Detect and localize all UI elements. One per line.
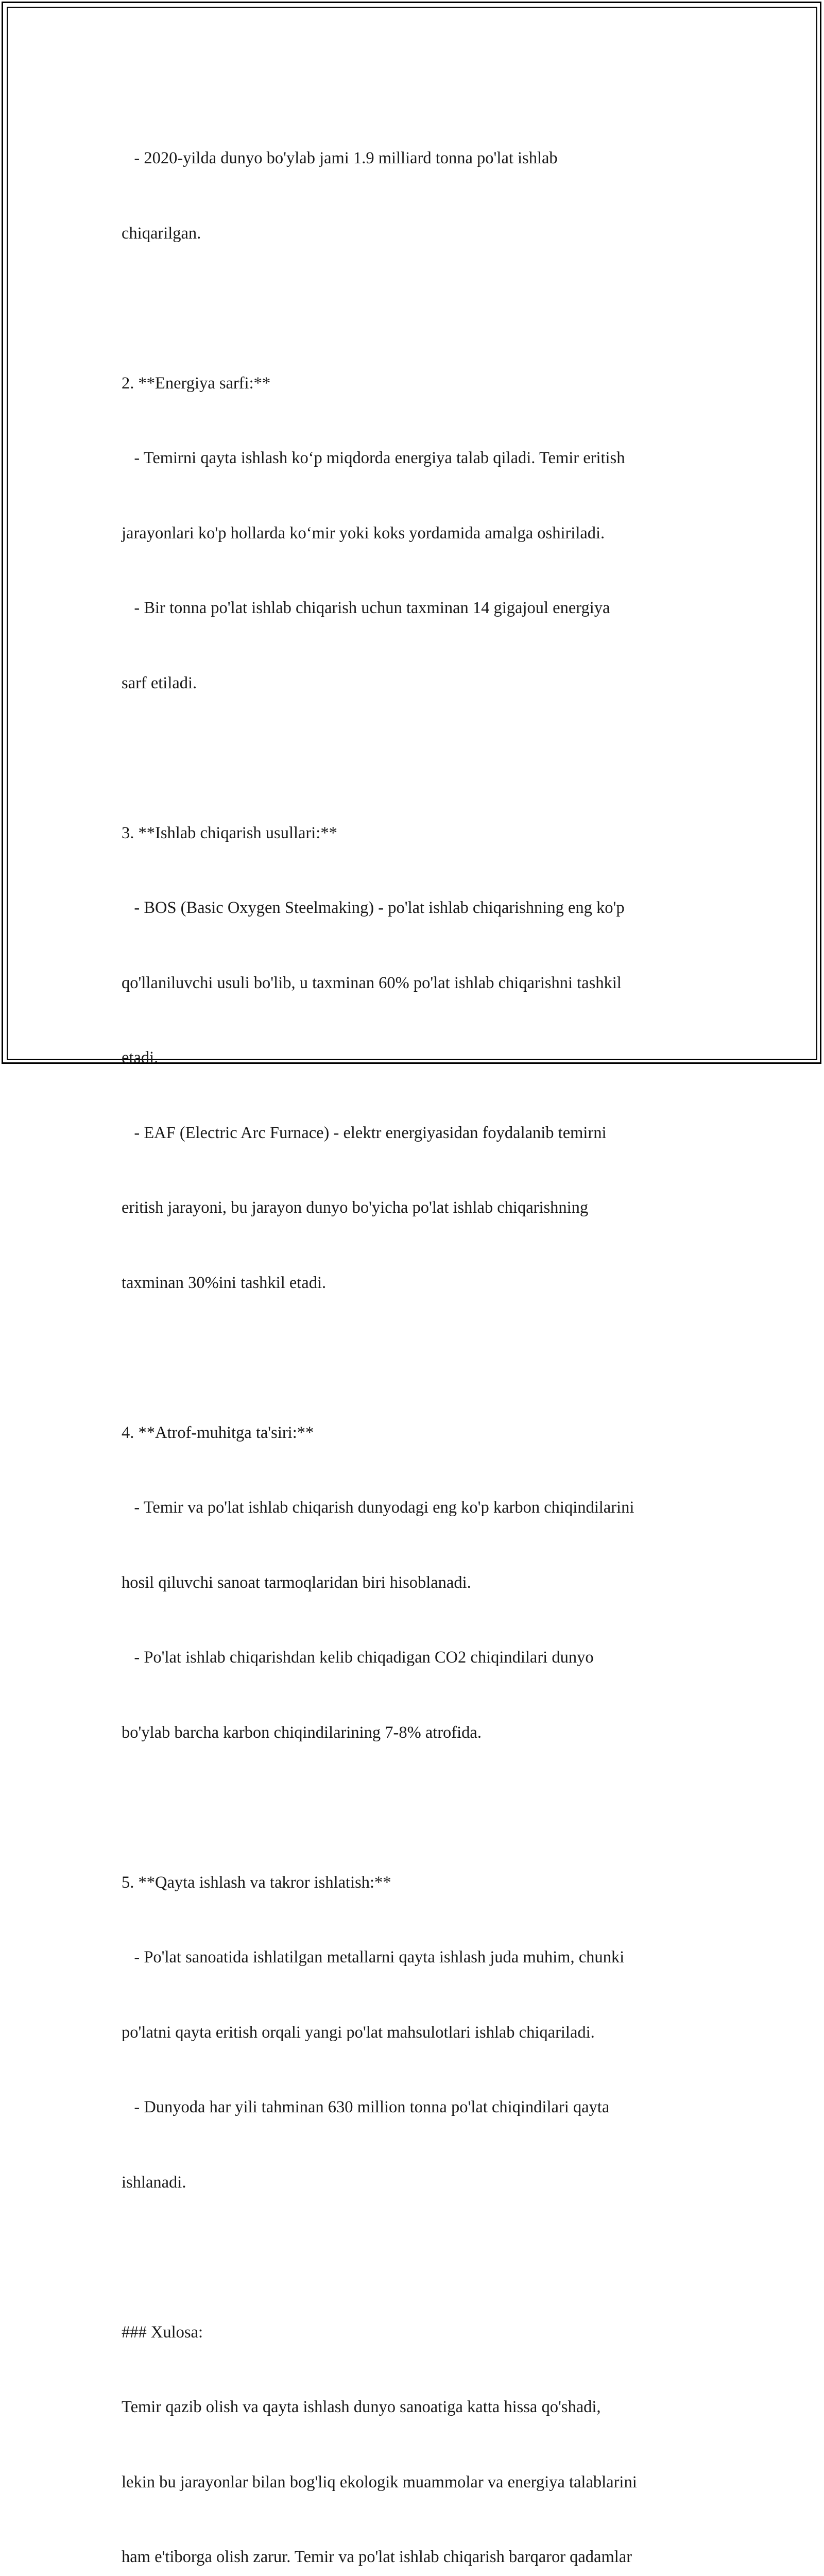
document-body	[122, 96, 714, 2576]
text-line: - Temir va po'lat ishlab chiqarish dunyodagi eng ko'p karbon chiqindilarini	[122, 1498, 634, 1517]
blank-line	[122, 745, 714, 771]
text-line: - Dunyoda har yili tahminan 630 million tonna po'lat chiqindilari qayta	[122, 2098, 610, 2116]
text-line: ishlanadi.	[122, 2173, 186, 2192]
text-line: po'latni qayta eritish orqali yangi po'lat mahsulotlari ishlab chiqariladi.	[122, 2023, 595, 2042]
text-line: - 2020-yilda dunyo bo'ylab jami 1.9 milliard tonna po'lat ishlab	[122, 149, 558, 167]
text-line: sarf etiladi.	[122, 673, 197, 692]
text-line: taxminan 30%ini tashkil etadi.	[122, 1273, 327, 1292]
text-line: - Po'lat sanoatida ishlatilgan metallarni qayta ishlash juda muhim, chunki	[122, 1948, 625, 1967]
text-line: - Po'lat ishlab chiqarishdan kelib chiqadigan CO2 chiqindilari dunyo	[122, 1648, 594, 1667]
text-line: jarayonlari ko'p hollarda koʻmir yoki koks yordamida amalga oshiriladi.	[122, 523, 605, 543]
blank-line	[122, 2245, 714, 2270]
blank-line	[122, 1345, 714, 1370]
text-line: bo'ylab barcha karbon chiqindilarining 7-8% atrofida.	[122, 1723, 482, 1742]
section-heading: 5. **Qayta ishlash va takror ishlatish:**	[122, 1873, 391, 1892]
text-line: qo'llaniluvchi usuli bo'lib, u taxminan 60% po'lat ishlab chiqarishni tashkil	[122, 973, 622, 992]
text-line: eritish jarayoni, bu jarayon dunyo bo'yicha po'lat ishlab chiqarishning	[122, 1198, 589, 1217]
blank-line	[122, 1795, 714, 1820]
text-line: hosil qiluvchi sanoat tarmoqlaridan biri hisoblanadi.	[122, 1573, 471, 1592]
section-heading: 2. **Energiya sarfi:**	[122, 374, 271, 393]
text-line: lekin bu jarayonlar bilan bog'liq ekologik muammolar va energiya talablarini	[122, 2472, 637, 2492]
text-line: etadi.	[122, 1048, 159, 1067]
text-line: - Temirni qayta ishlash koʻp miqdorda energiya talab qiladi. Temir eritish	[122, 449, 625, 467]
text-line: Temir qazib olish va qayta ishlash dunyo sanoatiga katta hissa qo'shadi,	[122, 2398, 601, 2416]
section-heading: 3. **Ishlab chiqarish usullari:**	[122, 823, 337, 842]
section-heading: 4. **Atrof-muhitga ta'siri:**	[122, 1423, 314, 1442]
text-line: ham e'tiborga olish zarur. Temir va po'lat ishlab chiqarish barqaror qadamlar	[122, 2548, 632, 2566]
blank-line	[122, 296, 714, 321]
text-line: - Bir tonna po'lat ishlab chiqarish uchun taxminan 14 gigajoul energiya	[122, 599, 610, 617]
text-line: - EAF (Electric Arc Furnace) - elektr energiyasidan foydalanib temirni	[122, 1123, 607, 1142]
text-line: - BOS (Basic Oxygen Steelmaking) - po'lat ishlab chiqarishning eng ko'p	[122, 899, 625, 917]
conclusion-heading: ### Xulosa:	[122, 2323, 203, 2342]
text-line: chiqarilgan.	[122, 224, 201, 243]
